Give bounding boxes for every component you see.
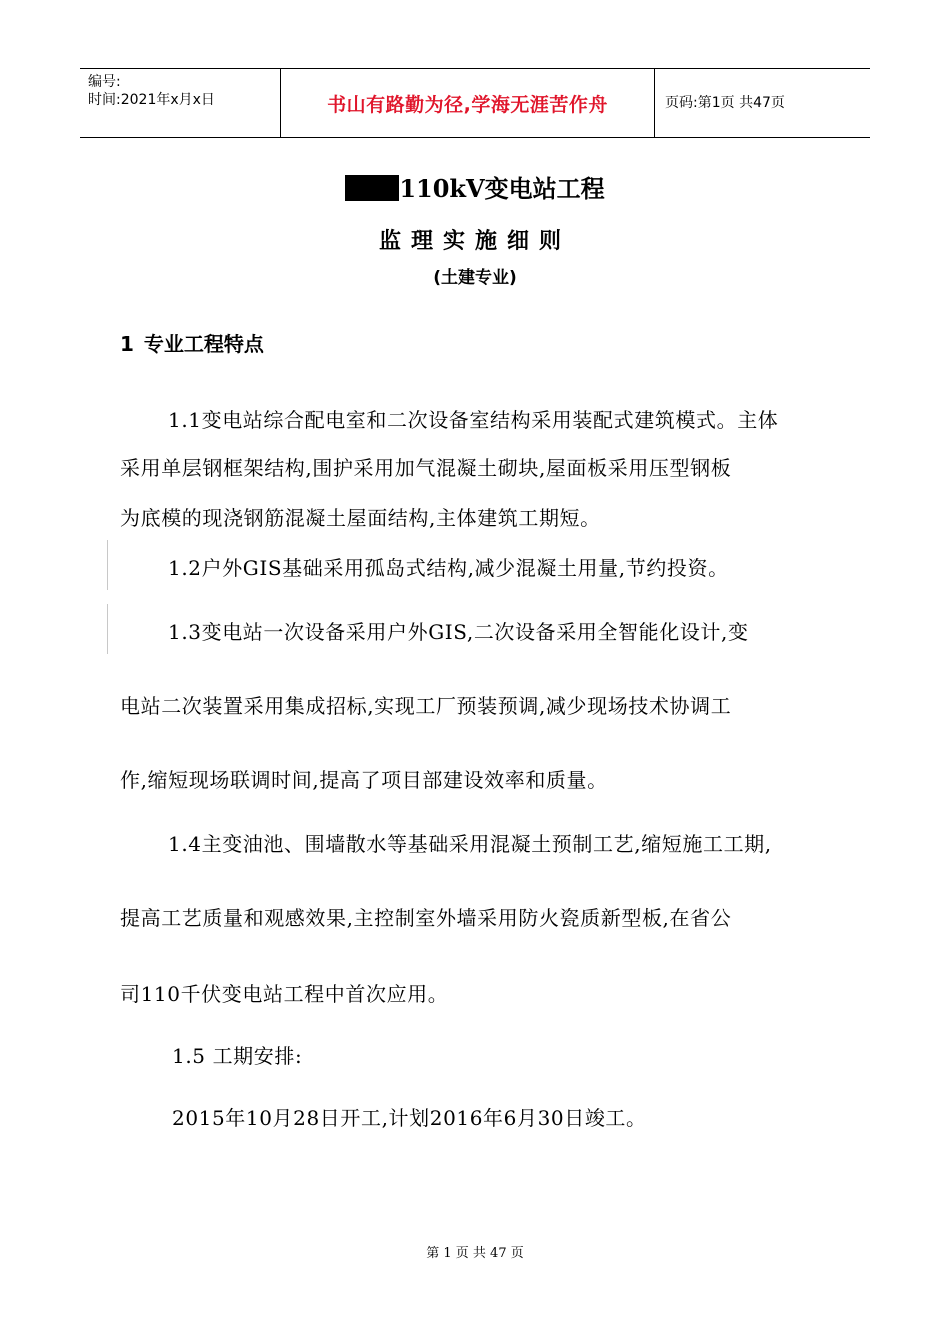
section-number: 1 [120, 332, 134, 356]
header-page-info: 页码:第1页 共47页 [665, 95, 785, 111]
margin-change-bar [107, 604, 108, 654]
document-discipline: (土建专业) [433, 268, 517, 288]
body-line: 1.1变电站综合配电室和二次设备室结构采用装配式建筑模式。主体 [168, 408, 779, 432]
body-line: 1.5 工期安排: [172, 1044, 303, 1068]
redaction-block [345, 175, 399, 201]
document-time-label: 时间:2021年x月x日 [88, 92, 215, 108]
body-line: 为底模的现浇钢筋混凝土屋面结构,主体建筑工期短。 [120, 506, 601, 530]
header-meta-cell [80, 69, 281, 137]
header-page-cell [655, 69, 870, 137]
section-heading [120, 330, 264, 358]
body-line: 1.4主变油池、围墙散水等基础采用混凝土预制工艺,缩短施工工期, [168, 832, 772, 856]
page-footer: 第 1 页 共 47 页 [426, 1246, 524, 1261]
header-motto-cell [281, 69, 655, 137]
body-line: 电站二次装置采用集成招标,实现工厂预装预调,减少现场技术协调工 [120, 694, 732, 718]
body-line: 2015年10月28日开工,计划2016年6月30日竣工。 [172, 1106, 647, 1130]
document-subtitle: 监理实施细则 [378, 229, 571, 254]
body-line: 采用单层钢框架结构,围护采用加气混凝土砌块,屋面板采用压型钢板 [120, 456, 732, 480]
margin-change-bar [107, 540, 108, 590]
header-motto: 书山有路勤为径,学海无涯苦作舟 [327, 93, 608, 116]
body-line: 司110千伏变电站工程中首次应用。 [120, 982, 449, 1006]
document-title [0, 172, 950, 206]
body-line: 作,缩短现场联调时间,提高了项目部建设效率和质量。 [120, 768, 608, 792]
body-line: 1.3变电站一次设备采用户外GIS,二次设备采用全智能化设计,变 [168, 620, 749, 644]
body-line: 1.2户外GIS基础采用孤岛式结构,减少混凝土用量,节约投资。 [168, 556, 729, 580]
header-table [80, 68, 870, 138]
document-title-text: 110kV变电站工程 [399, 174, 605, 203]
section-heading-text: 专业工程特点 [143, 332, 264, 356]
document-number-label: 编号: [88, 74, 121, 90]
body-line: 提高工艺质量和观感效果,主控制室外墙采用防火瓷质新型板,在省公 [120, 906, 732, 930]
